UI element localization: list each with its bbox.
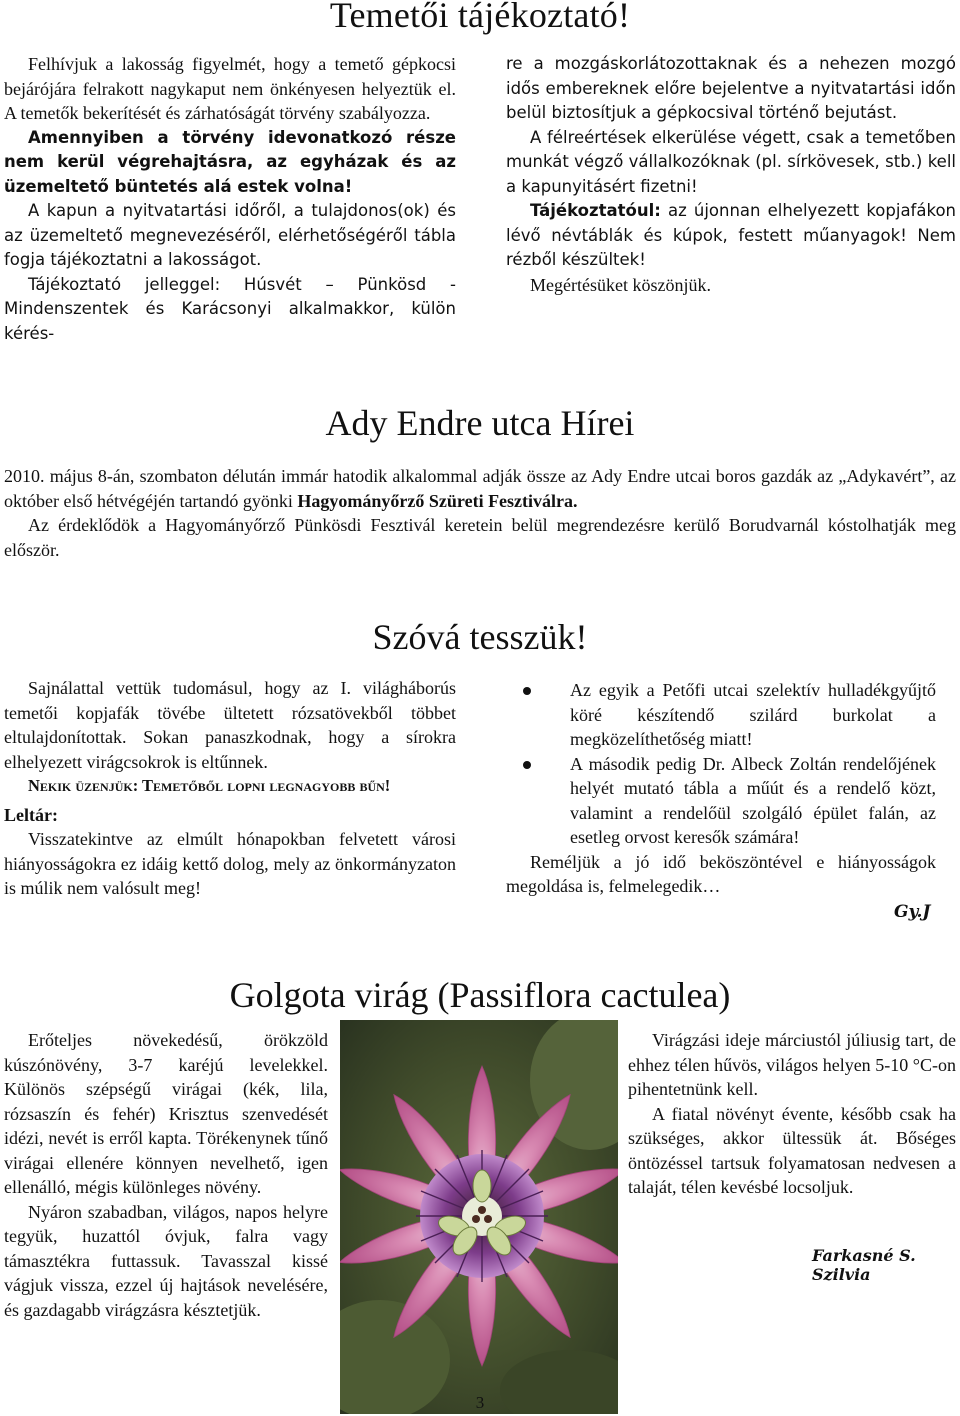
cemetery-left-p2-bold: Amennyiben a törvény idevonatkozó része nem kerül végrehajtásra, az egyházak és az üzemeltető büntetés alá estek volna! xyxy=(4,127,456,196)
cemetery-right-column xyxy=(506,52,956,297)
flower-left-column xyxy=(4,1028,328,1322)
complain-left-p2: Visszatekintve az elmúlt hónapokban felvetett városi hiányosságokra ez idáig kettő dolog, mely az önkormányzaton is múlik nem valósult meg! xyxy=(4,829,456,898)
complain-bullet-item xyxy=(506,678,936,752)
bullet-dot-icon xyxy=(523,761,531,769)
cemetery-right-p3-text: az újonnan elhelyezett kopjafákon lévő névtáblák és kúpok, festett műanyagok! Nem rézből készültek! xyxy=(506,201,956,269)
cemetery-right-p1: re a mozgáskorlátozottaknak és a nehezen mozgó idős embereknek előre bejelentve a nyitvatartási időn belül biztosítjuk a gépkocsival történő bejutást. xyxy=(506,54,956,122)
flower-left-p1: Erőteljes növekedésű, örökzöld kúszónövény, 3-7 karéjú levelekkel. Különös szépségű virágai (kék, lila, rózsaszín és fehér) Krisztus szenvedését idézi, nevét is erről kapta. Törékenynek tűnő virágai ellenére könnyen nevelhető, igen ellenálló, mégis különleges növény. xyxy=(4,1030,328,1197)
complain-left-p1: Sajnálattal vettük tudomásul, hogy az I. világháborús temetői kopjafák tövébe ültetett rózsatövekből többet eltulajdonítottak. Sokan panaszkodnak, hogy a sírokra elhelyezett virágcsokrok is eltűnnek. xyxy=(4,678,456,772)
title-passion-flower: Golgota virág (Passiflora cactulea) xyxy=(229,975,731,1015)
cemetery-left-column xyxy=(4,52,456,346)
flower-right-column xyxy=(628,1028,956,1200)
complain-right-p: Reméljük a jó idő beköszöntével e hiányosságok megoldása is, felmelegedik… xyxy=(506,851,936,896)
passion-flower-illustration xyxy=(340,1020,618,1414)
complain-bullet-list xyxy=(506,678,936,850)
bullet-dot-icon xyxy=(523,687,531,695)
complain-bullet-item xyxy=(506,752,936,850)
title-cemetery-notice: Temetői tájékoztató! xyxy=(329,0,631,35)
ady-news-p1-text: 2010. május 8-án, szombaton délután immár hatodik alkalommal adják össze az Ady Endre utcai boros gazdák az „Adykavért”, az október első hétvégéjén tartandó gyönki xyxy=(4,466,956,511)
complain-bullet-text: A második pedig Dr. Albeck Zoltán rendelőjének helyét mutató tábla a műút és a rendelő közt, valamint a rendelőül szolgáló épület falán, az esetleg orvost keresők számára! xyxy=(570,753,936,847)
cemetery-right-p4: Megértésüket köszönjük. xyxy=(530,274,711,295)
cemetery-left-p1: Felhívjuk a lakosság figyelmét, hogy a temető gépkocsi bejárójára felrakott nagykaput nem önkényesen helyeztük el. A temetők bekerítését és zárhatóságát törvény szabályozza. xyxy=(4,54,456,123)
ady-news-body xyxy=(4,464,956,562)
complain-left-column xyxy=(4,676,456,901)
passion-flower-photo xyxy=(340,1020,618,1414)
flower-right-p2: A fiatal növényt évente, később csak ha szükséges, akkor ültessük át. Bőséges öntözéssel tartsuk folyamatosan nedvesen a talaját, télen kevésbé locsoljuk. xyxy=(628,1103,956,1197)
complain-signature: Gy.J xyxy=(894,902,931,922)
cemetery-left-p3: A kapun a nyitvatartási időről, a tulajdonos(ok) és az üzemeltető megnevezéséről, elérhetőségéről tábla fogja tájékoztatni a lakosságot. xyxy=(4,201,456,269)
cemetery-left-p4: Tájékoztató jelleggel: Húsvét – Pünkösd - Mindenszentek és Karácsonyi alkalmakkor, külön kérés- xyxy=(4,274,456,343)
title-ady-news: Ady Endre utca Hírei xyxy=(325,403,635,443)
complain-bullet-text: Az egyik a Petőfi utcai szelektív hulladékgyűjtő köré készítendő szilárd burkolat a megközelíthetőség miatt! xyxy=(570,680,936,749)
flower-right-p1: Virágzási ideje márciustól júliusig tart, de ehhez télen hűvös, világos helyen 5-10 °C-on pihentetnünk kell. xyxy=(628,1030,956,1099)
ady-news-p1-festival: Hagyományőrző Szüreti Fesztiválra. xyxy=(297,490,578,511)
complain-left-caps: Nekik üzenjük: Temetőből lopni legnagyobb bűn! xyxy=(28,776,391,795)
complain-left-label: Leltár: xyxy=(4,804,58,825)
ady-news-p1 xyxy=(4,464,956,513)
cemetery-right-p3 xyxy=(506,199,956,273)
flower-left-p2: Nyáron szabadban, világos, napos helyre tegyük, huzattól óvjuk, falra vagy támasztékra futtassuk. Tavasszal kissé vágjuk vissza, ezzel új hajtások nevelésére, és gazdagabb virágzásra késztetjük. xyxy=(4,1201,328,1320)
flower-signature: Farkasné S. Szilvia xyxy=(812,1246,916,1284)
ady-news-p2: Az érdeklődök a Hagyományőrző Pünkösdi Fesztivál keretein belül megrendezésre kerülő Borudvarnál kóstolhatják meg először. xyxy=(4,515,956,560)
complain-right-column xyxy=(506,678,936,899)
cemetery-right-p2: A félreértések elkerülése végett, csak a temetőben munkát végző vállalkozóknak (pl. sírkövesek, stb.) kell a kapunyitásért fizetni! xyxy=(506,127,956,196)
page-number: 3 xyxy=(475,1393,485,1412)
title-we-complain: Szóvá tesszük! xyxy=(372,617,588,657)
cemetery-right-p3-label: Tájékoztatóul: xyxy=(530,201,661,220)
